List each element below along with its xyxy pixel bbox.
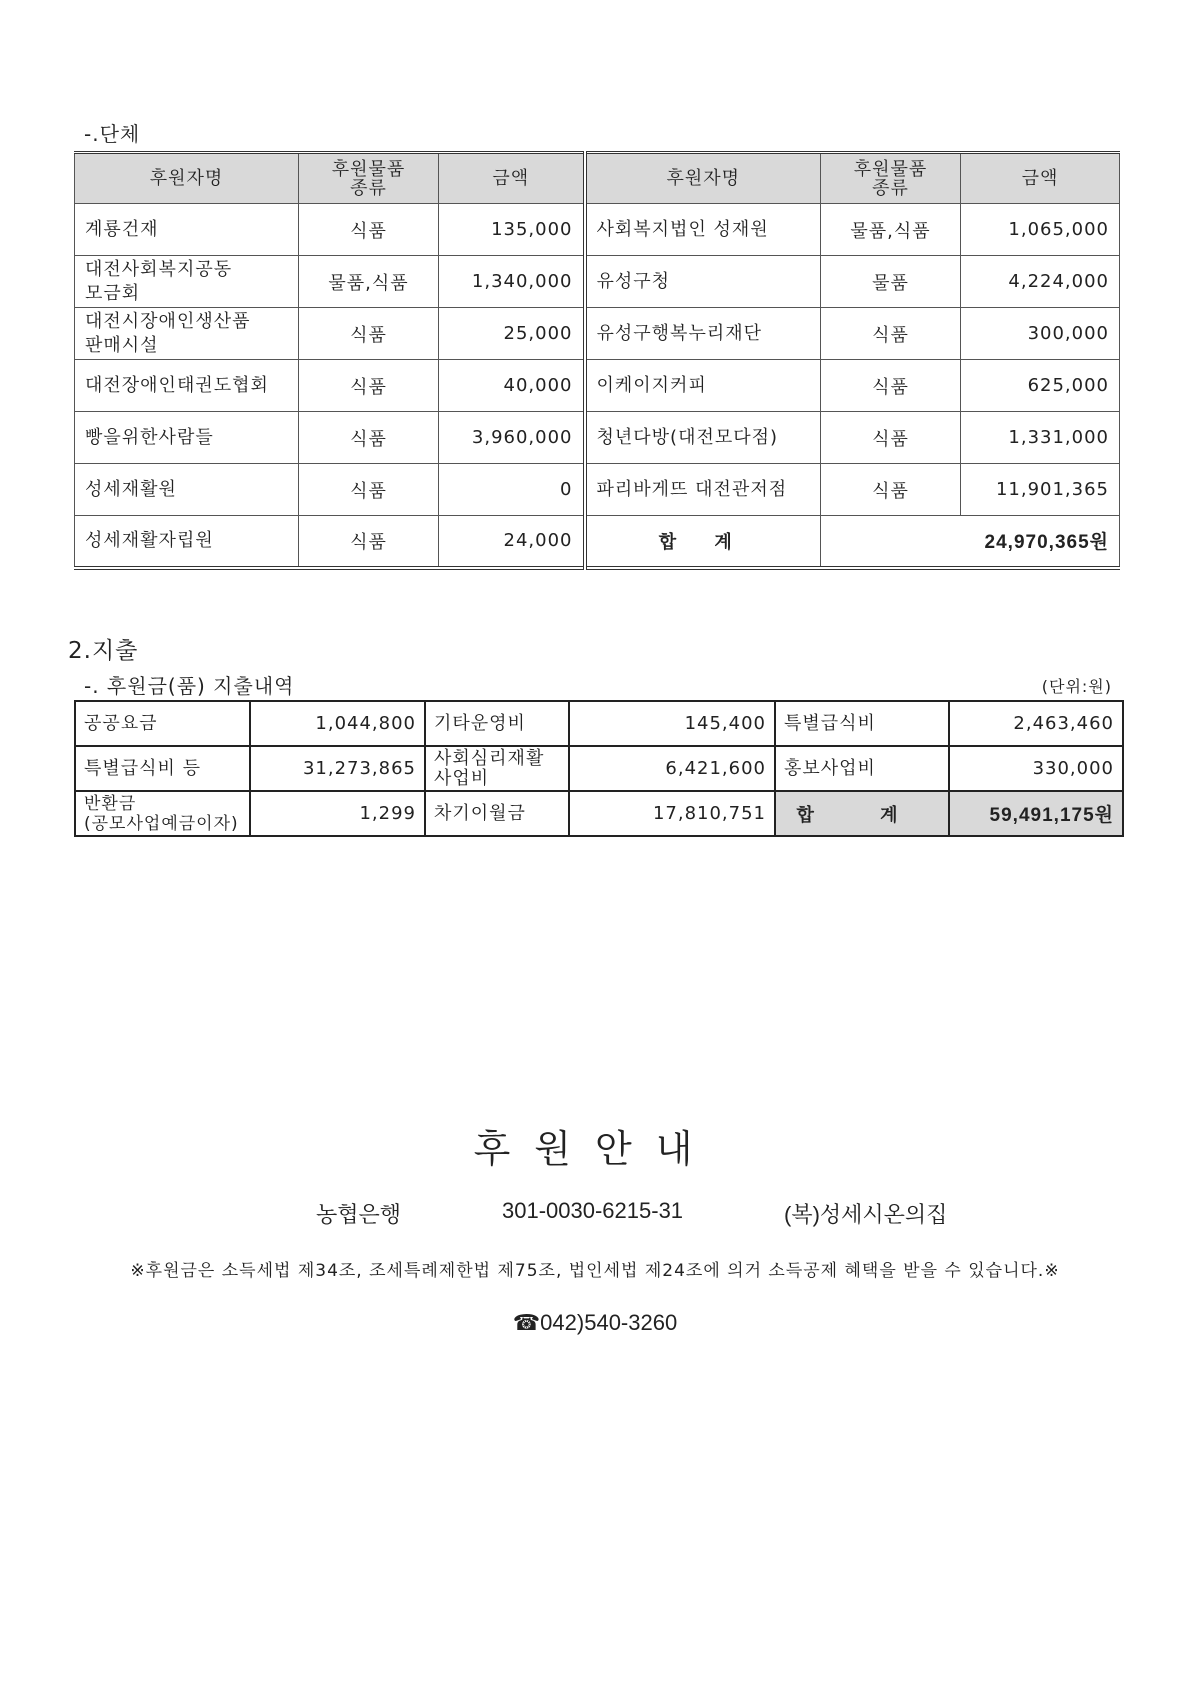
expense-total-label: 합 계 — [775, 791, 949, 836]
donor-kind: 물품 — [821, 256, 961, 308]
donor-table-row — [75, 516, 1120, 568]
donor-table-row — [75, 464, 1120, 516]
expense-label: 반환금 (공모사업예금이자) — [75, 791, 250, 836]
bank-name: 농협은행 — [316, 1202, 402, 1227]
donor-amount: 40,000 — [439, 360, 585, 412]
donor-amount: 1,331,000 — [961, 412, 1120, 464]
donor-header-cell: 후원물품 종류 — [299, 153, 439, 204]
donor-name: 이케이지커피 — [585, 360, 821, 412]
expense-value: 145,400 — [569, 701, 775, 746]
expense-value: 1,299 — [250, 791, 425, 836]
donor-table-header — [75, 153, 1120, 204]
expense-table-row — [75, 791, 1123, 836]
donor-name: 대전시장애인생산품 판매시설 — [75, 308, 299, 360]
donor-name: 성세재활원 — [75, 464, 299, 516]
donor-total-label: 합 계 — [585, 516, 821, 568]
donor-table-row — [75, 360, 1120, 412]
tax-notice: ※후원금은 소득세법 제34조, 조세특례제한법 제75조, 법인세법 제24조에 의거 소득공제 혜택을 받을 수 있습니다.※ — [130, 1261, 1060, 1281]
expense-label: 차기이월금 — [425, 791, 569, 836]
expense-label: 홍보사업비 — [775, 746, 949, 791]
expense-value: 1,044,800 — [250, 701, 425, 746]
donor-amount: 25,000 — [439, 308, 585, 360]
donor-table — [74, 151, 1120, 570]
donor-header-cell: 금액 — [961, 153, 1120, 204]
donor-name: 계룡건재 — [75, 204, 299, 256]
expense-label: 사회심리재활 사업비 — [425, 746, 569, 791]
donor-table-row — [75, 412, 1120, 464]
unit-label: (단위:원) — [1041, 677, 1112, 696]
donor-amount: 11,901,365 — [961, 464, 1120, 516]
donor-kind: 식품 — [299, 412, 439, 464]
donor-amount: 24,000 — [439, 516, 585, 568]
donor-kind: 식품 — [821, 464, 961, 516]
donor-name: 대전사회복지공동 모금회 — [75, 256, 299, 308]
donor-kind: 식품 — [821, 360, 961, 412]
account-holder: (복)성세시온의집 — [784, 1202, 948, 1227]
donor-name: 청년다방(대전모다점) — [585, 412, 821, 464]
donor-table-row — [75, 308, 1120, 360]
donor-name: 파리바게뜨 대전관저점 — [585, 464, 821, 516]
donor-name: 대전장애인태권도협회 — [75, 360, 299, 412]
donor-name: 유성구청 — [585, 256, 821, 308]
donor-name: 빵을위한사람들 — [75, 412, 299, 464]
expense-label: 공공요금 — [75, 701, 250, 746]
guide-title-text: 후원안내 — [473, 1127, 717, 1171]
donor-kind: 식품 — [299, 516, 439, 568]
donor-kind: 물품,식품 — [299, 256, 439, 308]
expense-subtitle: -. 후원금(품) 지출내역 — [84, 674, 295, 698]
donor-header-cell: 금액 — [439, 153, 585, 204]
donor-kind: 식품 — [299, 360, 439, 412]
phone-number: ☎042)540-3260 — [512, 1310, 678, 1335]
expense-table-row — [75, 746, 1123, 791]
expense-label: 특별급식비 — [775, 701, 949, 746]
donor-kind: 식품 — [821, 308, 961, 360]
expense-section-title: 2.지출 — [68, 638, 139, 664]
account-number: 301-0030-6215-31 — [502, 1198, 684, 1223]
donor-amount: 4,224,000 — [961, 256, 1120, 308]
donor-amount: 625,000 — [961, 360, 1120, 412]
donor-kind: 식품 — [299, 204, 439, 256]
guide-title — [0, 1118, 1190, 1173]
donor-kind: 물품,식품 — [821, 204, 961, 256]
expense-table-row — [75, 701, 1123, 746]
donor-header-cell: 후원자명 — [75, 153, 299, 204]
expense-label: 기타운영비 — [425, 701, 569, 746]
donor-kind: 식품 — [821, 412, 961, 464]
donor-amount: 1,065,000 — [961, 204, 1120, 256]
donor-section-title: -.단체 — [84, 122, 141, 146]
donor-header-cell: 후원자명 — [585, 153, 821, 204]
expense-value: 330,000 — [949, 746, 1123, 791]
expense-value: 2,463,460 — [949, 701, 1123, 746]
donor-table-row — [75, 204, 1120, 256]
donor-kind: 식품 — [299, 308, 439, 360]
donor-amount: 0 — [439, 464, 585, 516]
donor-header-cell: 후원물품 종류 — [821, 153, 961, 204]
donor-total-value: 24,970,365원 — [821, 516, 1120, 568]
donor-amount: 300,000 — [961, 308, 1120, 360]
expense-value: 17,810,751 — [569, 791, 775, 836]
donor-amount: 1,340,000 — [439, 256, 585, 308]
donor-amount: 135,000 — [439, 204, 585, 256]
expense-table — [74, 700, 1124, 837]
donor-amount: 3,960,000 — [439, 412, 585, 464]
donor-table-row — [75, 256, 1120, 308]
donor-kind: 식품 — [299, 464, 439, 516]
donor-name: 사회복지법인 성재원 — [585, 204, 821, 256]
donor-name: 성세재활자립원 — [75, 516, 299, 568]
expense-label: 특별급식비 등 — [75, 746, 250, 791]
expense-value: 31,273,865 — [250, 746, 425, 791]
donor-name: 유성구행복누리재단 — [585, 308, 821, 360]
expense-total-value: 59,491,175원 — [949, 791, 1123, 836]
expense-value: 6,421,600 — [569, 746, 775, 791]
